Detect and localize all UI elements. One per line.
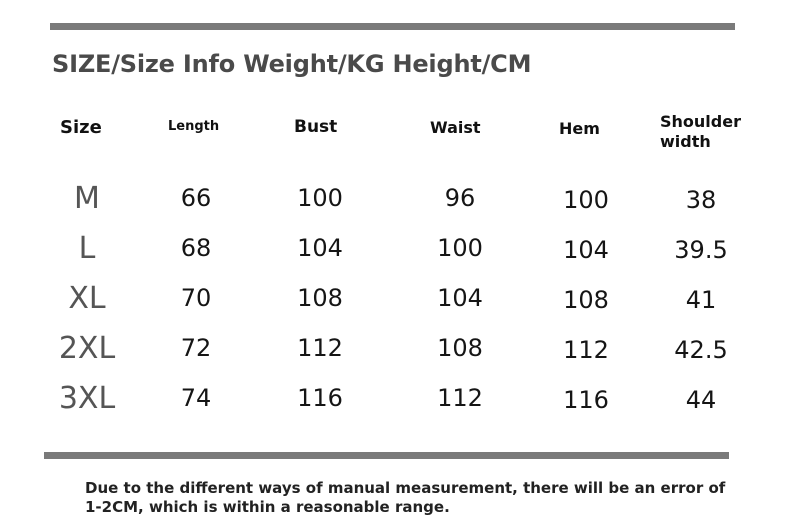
header-waist: Waist (430, 118, 481, 137)
top-divider (50, 23, 735, 30)
measurement-note: Due to the different ways of manual measurement, there will be an error of 1-2CM, which is within a reasonable range. (85, 479, 726, 516)
cell-waist: 104 (437, 284, 483, 312)
header-shoulder-line1: Shoulder (660, 112, 741, 131)
cell-shoulder: 41 (685, 286, 717, 314)
cell-length: 66 (180, 184, 212, 212)
cell-hem: 100 (563, 186, 609, 214)
cell-waist: 96 (444, 184, 476, 212)
cell-bust: 108 (297, 284, 343, 312)
bottom-divider (44, 452, 729, 459)
cell-waist: 100 (437, 234, 483, 262)
cell-bust: 104 (297, 234, 343, 262)
cell-bust: 100 (297, 184, 343, 212)
cell-size: XL (68, 281, 106, 316)
cell-shoulder: 39.5 (674, 236, 728, 264)
cell-shoulder: 38 (685, 186, 717, 214)
header-length: Length (168, 119, 220, 134)
header-size: Size (60, 117, 102, 138)
cell-length: 72 (180, 334, 212, 362)
cell-waist: 112 (437, 384, 483, 412)
cell-size: M (74, 181, 100, 216)
size-chart-title: SIZE/Size Info Weight/KG Height/CM (52, 50, 532, 78)
cell-bust: 112 (297, 334, 343, 362)
header-shoulder-line2: width (660, 132, 711, 151)
cell-hem: 104 (563, 236, 609, 264)
header-shoulder-width (660, 112, 741, 152)
cell-length: 68 (180, 234, 212, 262)
cell-size: 2XL (58, 331, 116, 366)
cell-size: L (78, 231, 96, 266)
cell-length: 74 (180, 384, 212, 412)
cell-size: 3XL (58, 381, 116, 416)
cell-shoulder: 44 (685, 386, 717, 414)
cell-hem: 112 (563, 336, 609, 364)
cell-waist: 108 (437, 334, 483, 362)
cell-length: 70 (180, 284, 212, 312)
cell-shoulder: 42.5 (674, 336, 728, 364)
header-bust: Bust (294, 117, 338, 137)
cell-bust: 116 (297, 384, 343, 412)
header-hem: Hem (559, 119, 600, 138)
cell-hem: 116 (563, 386, 609, 414)
cell-hem: 108 (563, 286, 609, 314)
